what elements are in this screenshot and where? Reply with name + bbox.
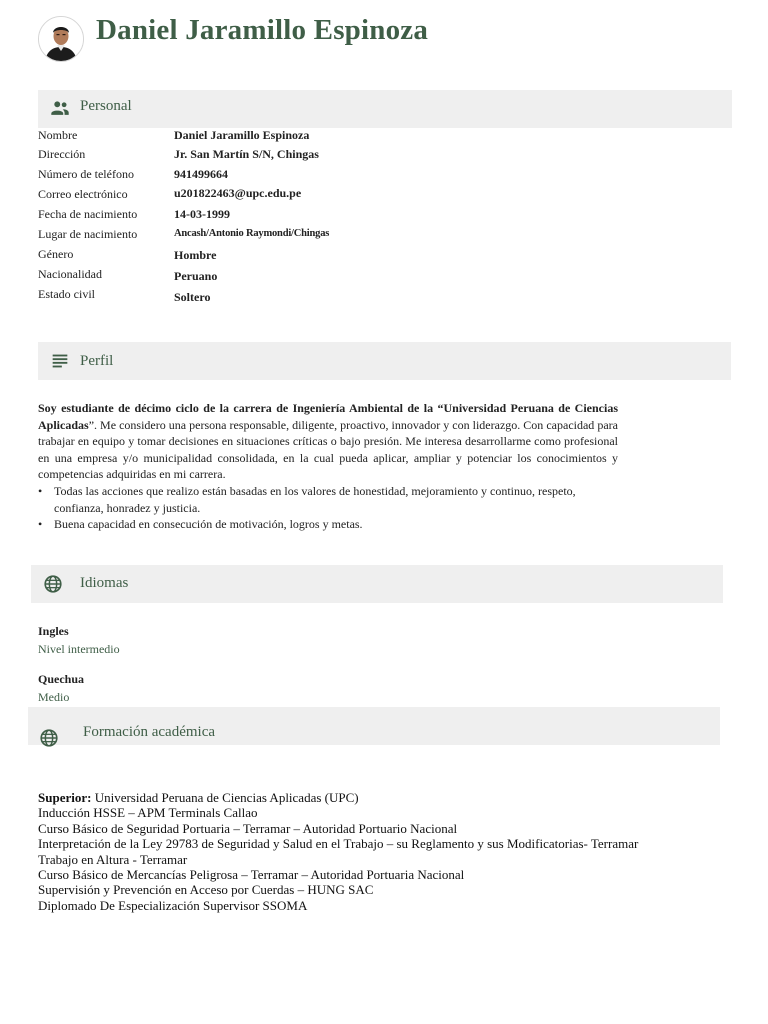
label-genero: Género bbox=[38, 247, 74, 261]
profile-body: ”. Me considero una persona responsable, diligente, proactivo, innovador y con liderazgo. Con capacidad para trabajar en equipo y tomar decisiones en situaciones críticas o bajo presión. Me interesa desarrollarme como profesional en una empresa y/o municipalidad consolidada, en la cual pueda aplicar, ampliar y potenciar los conocimientos y competencias adquiridas en mi carrera. bbox=[38, 417, 618, 481]
people-icon bbox=[49, 97, 71, 119]
list-item: Inducción HSSE – APM Terminals Callao bbox=[38, 805, 258, 821]
section-title-personal: Personal bbox=[80, 98, 132, 114]
lines-icon bbox=[49, 350, 71, 372]
section-header-perfil bbox=[38, 342, 731, 380]
list-item: Trabajo en Altura - Terramar bbox=[38, 851, 188, 867]
label-correo: Correo electrónico bbox=[38, 187, 128, 201]
list-item: • Todas las acciones que realizo están basadas en los valores de honestidad, mejoramiento y continuo, respeto, confianza, honradez y justicia. bbox=[38, 483, 618, 516]
profile-summary bbox=[38, 400, 618, 483]
profile-bullets bbox=[38, 483, 618, 533]
value-telefono: 941499664 bbox=[174, 167, 228, 181]
value-direccion: Jr. San Martín S/N, Chingas bbox=[174, 147, 319, 161]
language-level-ingles: Nivel intermedio bbox=[38, 642, 120, 656]
value-nombre: Daniel Jaramillo Espinoza bbox=[174, 128, 310, 142]
section-title-formacion: Formación académica bbox=[83, 724, 216, 740]
list-item: Supervisión y Prevención en Acceso por Cuerdas – HUNG SAC bbox=[38, 882, 374, 898]
label-fecha-nacimiento: Fecha de nacimiento bbox=[38, 207, 138, 221]
list-item: Diplomado De Especialización Supervisor SSOMA bbox=[38, 897, 308, 913]
page-title: Daniel Jaramillo Espinoza bbox=[96, 14, 429, 46]
superior-label: Superior: bbox=[38, 790, 92, 805]
avatar bbox=[38, 16, 84, 62]
label-nombre: Nombre bbox=[38, 128, 78, 142]
label-estado-civil: Estado civil bbox=[38, 287, 95, 301]
section-title-perfil: Perfil bbox=[80, 353, 114, 369]
globe-icon bbox=[42, 573, 64, 595]
language-level-quechua: Medio bbox=[38, 690, 70, 704]
globe-icon bbox=[38, 727, 60, 749]
profile-photo bbox=[39, 17, 83, 61]
value-lugar-nacimiento: Ancash/Antonio Raymondi/Chingas bbox=[174, 228, 330, 239]
label-lugar-nacimiento: Lugar de nacimiento bbox=[38, 227, 138, 241]
label-telefono: Número de teléfono bbox=[38, 167, 134, 181]
language-name-quechua: Quechua bbox=[38, 672, 85, 686]
education-list bbox=[38, 790, 698, 913]
list-item: Curso Básico de Mercancías Peligrosa – Terramar – Autoridad Portuaria Nacional bbox=[38, 867, 465, 883]
education-superior bbox=[38, 790, 698, 805]
value-correo[interactable]: u201822463@upc.edu.pe bbox=[174, 186, 302, 200]
list-item: Interpretación de la Ley 29783 de Seguridad y Salud en el Trabajo – su Reglamento y sus Modificatorias- Terramar bbox=[38, 836, 639, 852]
section-header-personal bbox=[38, 90, 732, 128]
label-nacionalidad: Nacionalidad bbox=[38, 267, 102, 281]
language-name-ingles: Ingles bbox=[38, 624, 69, 638]
superior-value: Universidad Peruana de Ciencias Aplicadas (UPC) bbox=[91, 790, 359, 805]
section-header-idiomas bbox=[31, 565, 723, 603]
list-item: Curso Básico de Seguridad Portuaria – Terramar – Autoridad Portuario Nacional bbox=[38, 820, 458, 836]
value-nacionalidad: Peruano bbox=[174, 269, 218, 283]
profile-intro: Soy estudiante de décimo ciclo de la carrera de Ingeniería Ambiental de la “Universidad Peruana de Ciencias Aplicadas bbox=[38, 401, 618, 432]
list-item: • Buena capacidad en consecución de motivación, logros y metas. bbox=[38, 516, 618, 533]
value-estado-civil: Soltero bbox=[174, 290, 211, 304]
section-title-idiomas: Idiomas bbox=[80, 575, 129, 591]
label-direccion: Dirección bbox=[38, 147, 86, 161]
value-fecha-nacimiento: 14-03-1999 bbox=[174, 207, 230, 221]
value-genero: Hombre bbox=[174, 248, 217, 262]
